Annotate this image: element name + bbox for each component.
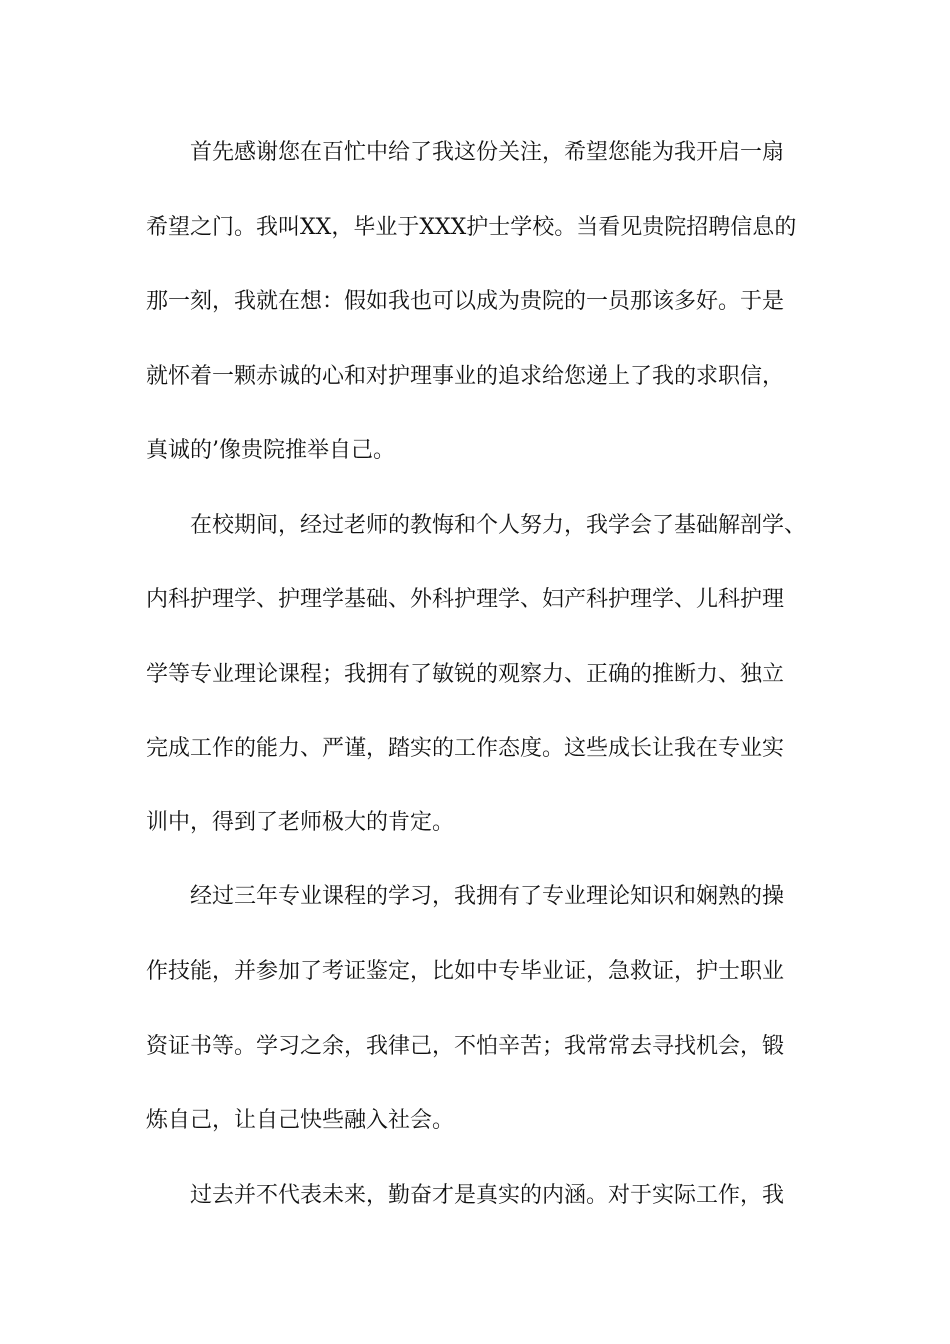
paragraph-2-line-2 [0,580,950,620]
text-line: 炼自己，让自己快些融入社会。 [146,1108,455,1133]
text-line: 内科护理学、护理学基础、外科护理学、妇产科护理学、儿科护理 [146,587,785,612]
text-line: 首先感谢您在百忙中给了我这份关注，希望您能为我开启一扇 [190,140,785,165]
paragraph-2-line-4 [0,729,950,769]
paragraph-3-line-4 [0,1101,950,1141]
text-line: 资证书等。学习之余，我律己，不怕辛苦；我常常去寻找机会，锻 [146,1034,785,1059]
paragraph-1-line-3 [0,282,950,322]
text-line: 作技能，并参加了考证鉴定，比如中专毕业证，急救证，护士职业 [146,959,785,984]
text-line: 在校期间，经过老师的教悔和个人努力，我学会了基础解剖学、 [190,513,807,538]
text-line: 经过三年专业课程的学习，我拥有了专业理论知识和娴熟的操 [190,884,785,909]
paragraph-1-line-1 [0,133,950,173]
paragraph-2-line-1 [0,506,950,546]
text-line: 希望之门。我叫XX，毕业于XXX护士学校。当看见贵院招聘信息的 [146,215,797,240]
text-line: 学等专业理论课程；我拥有了敏锐的观察力、正确的推断力、独立 [146,662,785,687]
paragraph-1-line-5 [0,431,950,471]
text-line: 真诚的’像贵院推举自己。 [146,438,395,463]
paragraph-1-line-4 [0,357,950,397]
text-line: 过去并不代表未来，勤奋才是真实的内涵。对于实际工作，我 [190,1183,785,1208]
paragraph-2-line-3 [0,655,950,695]
text-line: 就怀着一颗赤诚的心和对护理事业的追求给您递上了我的求职信， [146,364,785,389]
text-line: 完成工作的能力、严谨，踏实的工作态度。这些成长让我在专业实 [146,736,785,761]
text-line: 那一刻，我就在想：假如我也可以成为贵院的一员那该多好。于是 [146,289,785,314]
paragraph-4-line-1 [0,1176,950,1216]
paragraph-2-line-5 [0,803,950,843]
text-line: 训中，得到了老师极大的肯定。 [146,810,455,835]
paragraph-3-line-1 [0,877,950,917]
paragraph-1-line-2 [0,208,950,248]
paragraph-3-line-3 [0,1027,950,1067]
paragraph-3-line-2 [0,952,950,992]
